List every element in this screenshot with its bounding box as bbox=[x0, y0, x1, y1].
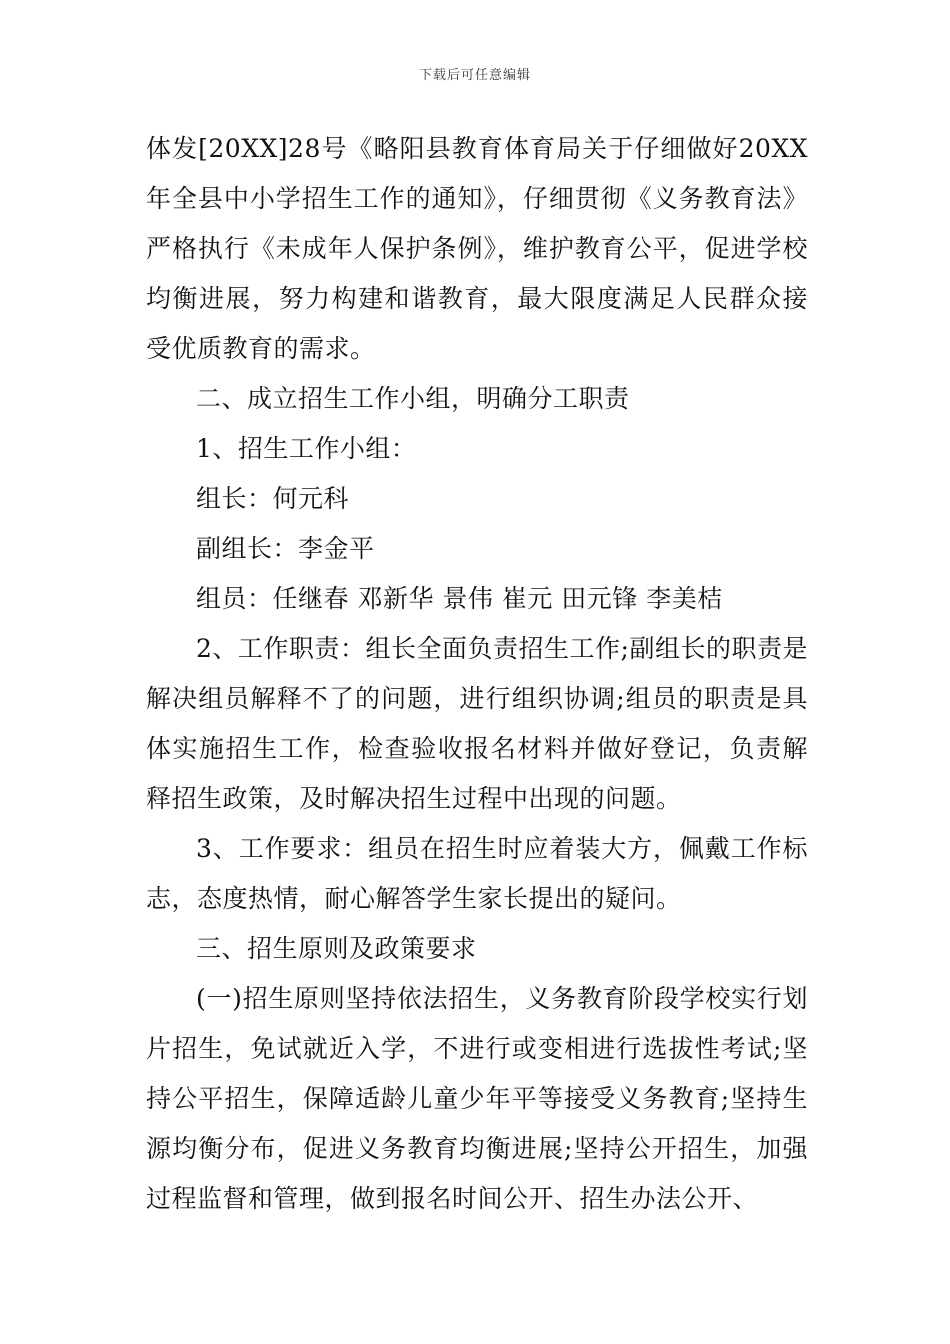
work-duties-paragraph: 2、工作职责：组长全面负责招生工作;副组长的职责是解决组员解释不了的问题，进行组织协调;组员的职责是具体实施招生工作，检查验收报名材料并做好登记，负责解释招生政策，及时解决招生过程中出现的问题。 bbox=[146, 634, 808, 813]
paragraph-continuation: 体发[20XX]28号《略阳县教育体育局关于仔细做好20XX年全县中小学招生工作的通知》，仔细贯彻《义务教育法》严格执行《未成年人保护条例》，维护教育公平，促进学校均衡进展，努力构建和谐教育，最大限度满足人民群众接受优质教育的需求。 bbox=[146, 134, 808, 363]
work-requirements-paragraph: 3、工作要求：组员在招生时应着装大方，佩戴工作标志，态度热情，耐心解答学生家长提出的疑问。 bbox=[146, 834, 808, 913]
enrollment-principles-paragraph: (一)招生原则坚持依法招生，义务教育阶段学校实行划片招生，免试就近入学，不进行或变相进行选拔性考试;坚持公平招生，保障适龄儿童少年平等接受义务教育;坚持生源均衡分布，促进义务教育均衡进展;坚持公开招生，加强过程监督和管理，做到报名时间公开、招生办法公开、 bbox=[146, 984, 808, 1213]
document-body bbox=[146, 124, 808, 1224]
team-leader-line: 组长：何元科 bbox=[196, 484, 350, 513]
deputy-leader-line: 副组长：李金平 bbox=[196, 534, 375, 563]
team-members-line: 组员：任继春 邓新华 景伟 崔元 田元锋 李美桔 bbox=[196, 584, 723, 613]
section-heading-3: 三、招生原则及政策要求 bbox=[196, 934, 477, 963]
section-heading-2: 二、成立招生工作小组，明确分工职责 bbox=[196, 384, 630, 413]
page-header: 下载后可任意编辑 bbox=[418, 68, 531, 83]
subsection-heading-1: 1、招生工作小组： bbox=[196, 434, 417, 463]
